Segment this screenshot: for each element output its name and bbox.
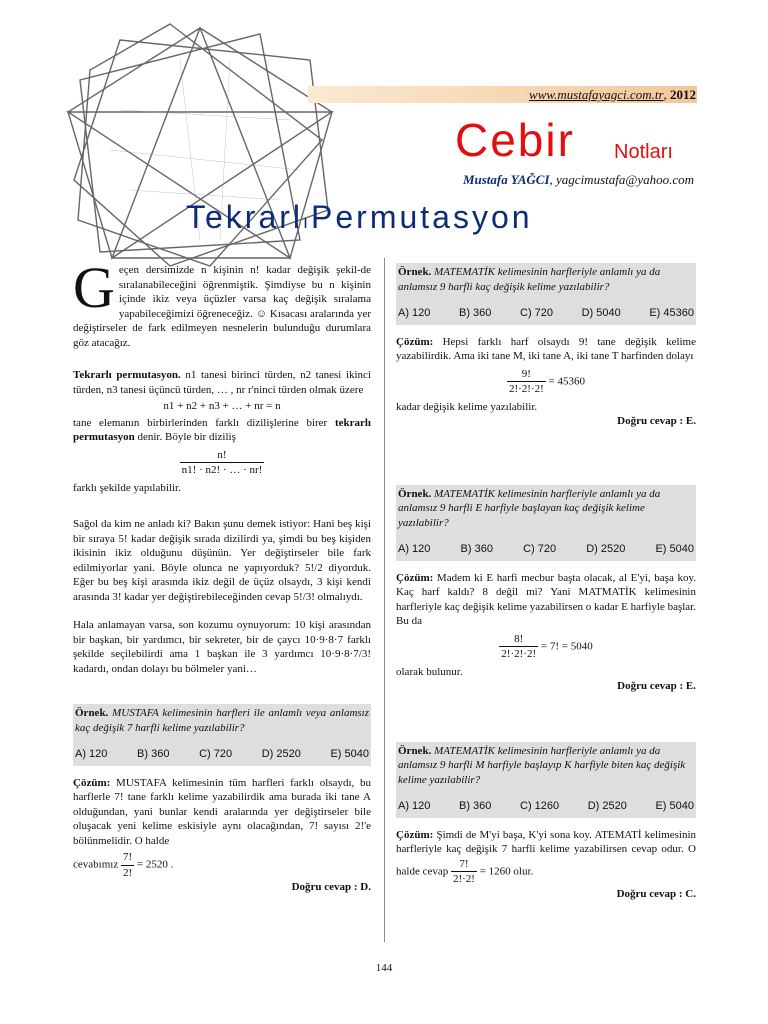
- example-2-options: [398, 542, 694, 559]
- option-a: A) 120: [75, 748, 108, 760]
- site-line: www.mustafayagci.com.tr, 2012: [529, 87, 696, 102]
- example-1-question: [396, 263, 696, 325]
- option-a: A) 120: [398, 800, 431, 812]
- option-d: D) 2520: [587, 800, 627, 812]
- example-1-options: [398, 306, 694, 323]
- left-column: [73, 255, 372, 895]
- explanation-paragraph: Sağol da kim ne anladı ki? Bakın şunu demek istiyor: Hani beş kişi bir sıraya 5! kadar değişik sırada dizilirdi ya, şimdi bu beş kişiden ikisinin ikiz olduğunu düşünün. Yer değiştirseler bile fark edilmiyorlar yani. Böyle olunca ne yapıyorduk? 5!/2 diyorduk. Eğer bu beş kişi arasında ikiz değil de üçüz olsaydı, 3 kişi kendi arasında 3! kadar yer değiştirebileceğinden cevap 5!/3! olmalıydı.: [73, 518, 371, 603]
- option-b: B) 360: [459, 307, 492, 319]
- example-2-question: [396, 485, 696, 561]
- solution-label: Çözüm:: [396, 571, 434, 584]
- result-value: = 2520 .: [136, 858, 174, 871]
- explanation-paragraph-2: Hala anlamayan varsa, son kozumu oynuyorum: 10 kişi arasından bir başkan, bir yardımcı, bir sekreter, bir de çaycı 10·9·8·7 farklı şekilde seçilebilirdi ama 1 başkan ile 3 yardımcı 10·9·8·7/3! kadardı, ondan dolayı bu bölmeler yani…: [73, 619, 371, 675]
- result-denominator: 2!: [122, 866, 133, 879]
- brand-title: Cebir: [455, 114, 575, 166]
- definition-after: farklı şekilde yapılabilir.: [73, 481, 181, 494]
- example-3-label: Örnek.: [398, 744, 432, 757]
- definition-continuation: [73, 416, 371, 445]
- correct-answer-3: Doğru cevap : C.: [616, 887, 696, 900]
- correct-answer: Doğru cevap : D.: [291, 881, 371, 893]
- option-e: E) 5040: [330, 748, 369, 760]
- solution-label: Çözüm:: [396, 335, 434, 348]
- option-d: D) 5040: [581, 307, 621, 319]
- option-c: C) 720: [523, 543, 557, 555]
- solution-text: MUSTAFA kelimesinin tüm harfleri farklı olsaydı, bu harflerle 7! tane farklı kelime yazabilirdik ama burada iki tane A olduğundan, yani bunlar kendi aralarında yer değiştirseler bile oluşacak yeni kelime eskisiyle aynı olacağından, 7! sayısı 2!'e bölünmelidir. O halde: [73, 776, 372, 847]
- option-c: C) 1260: [520, 800, 560, 812]
- example-2-after: olarak bulunur.: [396, 665, 463, 678]
- author-email: yagcimustafa@yahoo.com: [556, 172, 694, 187]
- page-number: 144: [375, 962, 393, 974]
- option-c: C) 720: [199, 748, 233, 760]
- result-numerator: 8!: [499, 632, 538, 648]
- example-2-text: MATEMATİK kelimesinin harfleriyle anlamlı ya da anlamsız 9 harfli E harfiyle başlayan kaç değişik kelime yazılabilir?: [398, 487, 661, 529]
- example-1-label: Örnek.: [398, 266, 432, 278]
- option-e: E) 5040: [655, 543, 694, 555]
- result-numerator: 7!: [121, 850, 134, 866]
- title-part-a: Tekrarl: [186, 199, 304, 235]
- correct-answer-1: Doğru cevap : E.: [617, 415, 696, 427]
- solution-label: Çözüm:: [396, 828, 434, 841]
- example-block: [73, 704, 371, 895]
- option-e: E) 5040: [655, 800, 694, 812]
- option-c: C) 720: [520, 307, 554, 319]
- option-a: A) 120: [398, 307, 431, 319]
- result-denominator: 2!·2!·2!: [508, 383, 544, 395]
- example-1: [396, 263, 696, 429]
- example-3-question: [396, 742, 696, 818]
- author-name: Mustafa YAĞCI: [462, 172, 550, 187]
- definition-equation: n1 + n2 + n3 + … + nr = n: [163, 400, 281, 412]
- brand-subtitle: Notları: [614, 141, 673, 163]
- definition-fraction: [73, 448, 371, 478]
- option-b: B) 360: [459, 800, 492, 812]
- solution-text: Madem ki E harfi mecbur başta olacak, al E'yi, başa koy. Kaç harf kaldı? 8 değil mi? Yani MATMATİK kelimesinin harfleriyle kaç değişik kelime yazabilirsen o kadar E harfiyle başlar. Bu da: [396, 571, 696, 627]
- option-d: D) 2520: [586, 543, 626, 555]
- author-line: Mustafa YAĞCI, yagcimustafa@yahoo.com: [462, 172, 694, 187]
- result-denominator: 2!·2!: [452, 873, 475, 885]
- definition-term: Tekrarlı permutasyon.: [73, 369, 181, 381]
- solution-text: Hepsi farklı harf olsaydı 9! tane değişik kelime yazabilirdik. Ama iki tane M, iki tane A, iki tane T harfinden dolayı: [396, 335, 696, 362]
- fraction-numerator: n!: [180, 448, 265, 464]
- result-prefix: cevabımız: [73, 858, 119, 871]
- result-numerator: 9!: [507, 367, 546, 383]
- result-value: = 7! = 5040: [540, 640, 593, 653]
- intro-text: eçen dersimizde n kişinin n! kadar değişik şekil-de sıralanabileceğini öğrenmiştik. Şimdiyse bu n kişinin içinde ikiz veya üçüzler varsa kaç değişik sıralama yapabileceğimizi öğreneceğiz. ☺ Kısacası aralarında yer değiştirseler de fark edilmeyen nesnelerin bulunduğu durumlara göz atacağız.: [73, 264, 371, 349]
- definition-text: n1 tanesi birinci türden, n2 tanesi ikinci türden, n3 tanesi üçüncü türden, … , nr r'ninci türden olmak üzere: [73, 369, 371, 396]
- page-title: [186, 197, 533, 242]
- example-3-solution: [396, 828, 696, 887]
- solution-text: Şimdi de M'yi başa, K'yi sona koy. ATEMATİ kelimesinin harfleriyle kaç değişik 7 harfli kelime yazabilirsen cevap odur. O halde cevap: [396, 828, 697, 878]
- option-b: B) 360: [137, 748, 170, 760]
- example-3-text: MATEMATİK kelimesinin harfleriyle anlamlı ya da anlamsız 9 harfli M harfiyle başlayıp K harfiyle biten kaç değişik kelime yazılabilir?: [398, 744, 686, 786]
- definition-paragraph: [73, 368, 371, 397]
- option-a: A) 120: [398, 543, 431, 555]
- definition-end: denir. Böyle bir diziliş: [137, 431, 236, 443]
- definition-cont: tane elemanın birbirlerinden farklı dizilişlerine birer: [73, 416, 328, 429]
- drop-cap: G: [73, 255, 115, 320]
- year: 2012: [670, 87, 696, 102]
- example-question: [73, 704, 371, 766]
- title-part-b: Permutasyon: [311, 199, 533, 235]
- solution-result: [73, 850, 371, 880]
- example-2-label: Örnek.: [398, 487, 432, 500]
- result-value: = 1260 olur.: [479, 865, 534, 878]
- fraction-denominator: n1! · n2! · … · nr!: [181, 464, 263, 476]
- option-e: E) 45360: [649, 307, 694, 319]
- example-3-options: [398, 799, 694, 816]
- option-b: B) 360: [460, 543, 493, 555]
- example-1-result: [396, 367, 696, 397]
- column-divider: [384, 258, 385, 942]
- intro-paragraph: [73, 255, 371, 350]
- example-1-solution: [396, 335, 696, 364]
- example-1-after: kadar değişik kelime yazılabilir.: [396, 400, 538, 413]
- example-options: [75, 747, 369, 764]
- option-d: D) 2520: [261, 748, 301, 760]
- example-solution: [73, 776, 371, 849]
- result-value: = 45360: [548, 375, 586, 388]
- example-2-result: [396, 632, 696, 662]
- result-numerator: 7!: [451, 857, 477, 873]
- title-part-i: ı: [303, 212, 312, 232]
- result-denominator: 2!·2!·2!: [501, 648, 537, 660]
- right-column: [396, 263, 696, 901]
- example-2-solution: [396, 571, 696, 629]
- definition-term-2: tekrarlı permutasyon: [73, 416, 371, 443]
- example-1-text: MATEMATİK kelimesinin harfleriyle anlamlı ya da anlamsız 9 harfli kaç değişik kelime yazılabilir?: [398, 266, 661, 293]
- example-2: [396, 485, 696, 694]
- solution-label: Çözüm:: [73, 776, 111, 789]
- example-text: MUSTAFA kelimesinin harfleri ile anlamlı veya anlamsız kaç değişik 7 harfli kelime yazılabilir?: [75, 707, 370, 734]
- example-3: [396, 742, 696, 902]
- example-label: Örnek.: [75, 707, 109, 719]
- site-link[interactable]: www.mustafayagci.com.tr: [529, 87, 664, 102]
- correct-answer-2: Doğru cevap : E.: [617, 680, 696, 692]
